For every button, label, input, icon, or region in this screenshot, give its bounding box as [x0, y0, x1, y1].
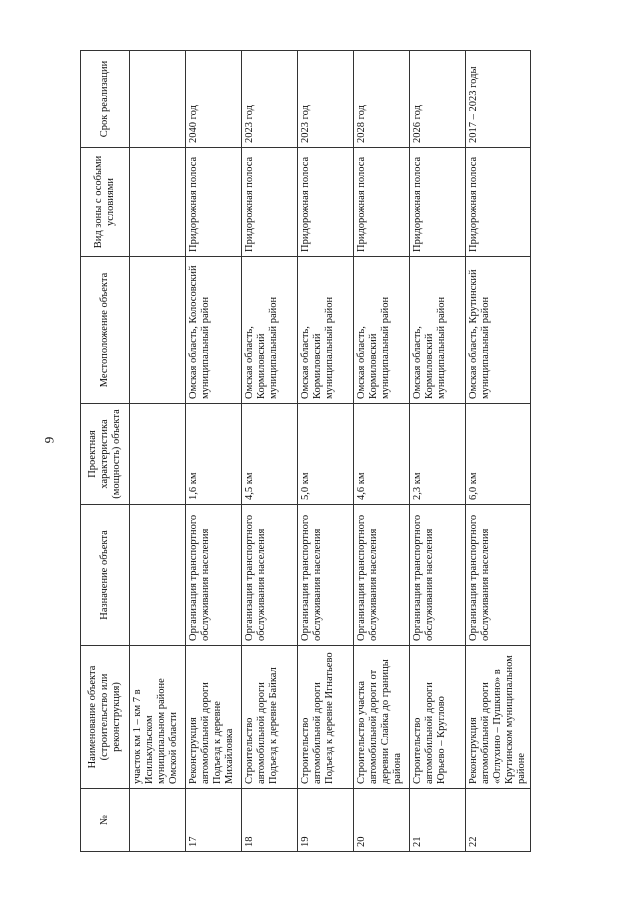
cell-zone-type: Придорожная полоса	[298, 148, 354, 257]
cell-object-name: Строительство автомобильной дороги Подъезд к деревне Игнатьево	[298, 646, 354, 789]
cell-zone-type: Придорожная полоса	[242, 148, 298, 257]
cell-term: 2017 – 2023 годы	[466, 51, 531, 148]
cell-location: Омская область, Кормиловский муниципальный район	[298, 257, 354, 404]
cell-number: 21	[410, 789, 466, 852]
cell-object-name: Реконструкция автомобильной дороги «Оглухино – Пушкино» в Крутинском муниципальном районе	[466, 646, 531, 789]
cell-location: Омская область, Кормиловский муниципальный район	[354, 257, 410, 404]
cell-location	[130, 257, 186, 404]
cell-number: 20	[354, 789, 410, 852]
cell-number: 17	[186, 789, 242, 852]
table-row	[466, 51, 531, 852]
table-row	[242, 51, 298, 852]
cell-term: 2023 год	[298, 51, 354, 148]
table-row	[186, 51, 242, 852]
cell-characteristic	[130, 404, 186, 505]
header-object-name: Наименование объекта (строительство или реконструкция)	[81, 646, 130, 789]
cell-object-name: участок км 1 – км 7 в Исилькульском муниципальном районе Омской области	[130, 646, 186, 789]
cell-location: Омская область, Кормиловский муниципальный район	[242, 257, 298, 404]
cell-characteristic: 4,6 км	[354, 404, 410, 505]
cell-object-name: Реконструкция автомобильной дороги Подъезд к деревне Михайловка	[186, 646, 242, 789]
table-body	[130, 51, 531, 852]
table-row	[410, 51, 466, 852]
cell-purpose: Организация транспортного обслуживания населения	[298, 505, 354, 646]
cell-zone-type: Придорожная полоса	[410, 148, 466, 257]
cell-zone-type: Придорожная полоса	[466, 148, 531, 257]
header-purpose: Назначение объекта	[81, 505, 130, 646]
cell-term: 2028 год	[354, 51, 410, 148]
cell-location: Омская область, Колосовский муниципальный район	[186, 257, 242, 404]
cell-characteristic: 2,3 км	[410, 404, 466, 505]
cell-characteristic: 6,0 км	[466, 404, 531, 505]
cell-number: 18	[242, 789, 298, 852]
cell-object-name: Строительство автомобильной дороги Подъезд к деревне Байкал	[242, 646, 298, 789]
cell-number: 22	[466, 789, 531, 852]
cell-purpose	[130, 505, 186, 646]
table-row	[354, 51, 410, 852]
cell-purpose: Организация транспортного обслуживания населения	[410, 505, 466, 646]
cell-characteristic: 1,6 км	[186, 404, 242, 505]
header-term: Срок реализации	[81, 51, 130, 148]
cell-characteristic: 4,5 км	[242, 404, 298, 505]
cell-term: 2026 год	[410, 51, 466, 148]
cell-zone-type: Придорожная полоса	[186, 148, 242, 257]
cell-zone-type: Придорожная полоса	[354, 148, 410, 257]
cell-term: 2023 год	[242, 51, 298, 148]
header-number: №	[81, 789, 130, 852]
cell-characteristic: 5,0 км	[298, 404, 354, 505]
cell-location: Омская область, Кормиловский муниципальный район	[410, 257, 466, 404]
cell-number	[130, 789, 186, 852]
table-header-row	[81, 51, 130, 852]
cell-purpose: Организация транспортного обслуживания населения	[186, 505, 242, 646]
cell-purpose: Организация транспортного обслуживания населения	[466, 505, 531, 646]
objects-table	[80, 50, 531, 852]
cell-location: Омская область, Крутинский муниципальный район	[466, 257, 531, 404]
header-location: Местоположение объекта	[81, 257, 130, 404]
cell-term: 2040 год	[186, 51, 242, 148]
header-zone-type: Вид зоны с особыми условиями	[81, 148, 130, 257]
table-row	[130, 51, 186, 852]
cell-purpose: Организация транспортного обслуживания населения	[354, 505, 410, 646]
cell-zone-type	[130, 148, 186, 257]
cell-term	[130, 51, 186, 148]
cell-number: 19	[298, 789, 354, 852]
rotated-table-wrapper	[80, 52, 560, 852]
cell-object-name: Строительство участка автомобильной дороги от деревни Слайка до границы района	[354, 646, 410, 789]
cell-object-name: Строительство автомобильной дороги Юрьево – Круглово	[410, 646, 466, 789]
page-number: 9	[41, 436, 57, 444]
cell-purpose: Организация транспортного обслуживания населения	[242, 505, 298, 646]
table-row	[298, 51, 354, 852]
header-characteristic: Проектная характеристика (мощность) объекта	[81, 404, 130, 505]
